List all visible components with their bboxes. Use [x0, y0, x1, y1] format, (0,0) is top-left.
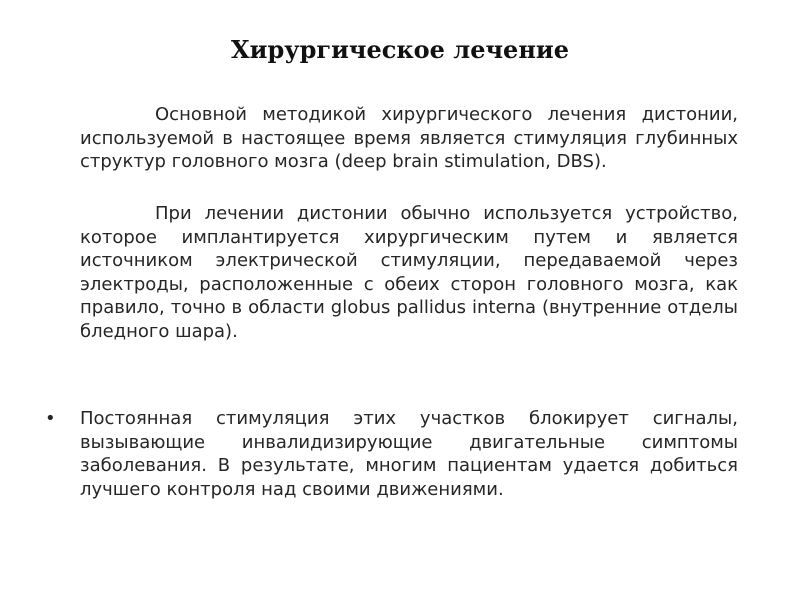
body-paragraph-dbs-method: Основной методикой хирургического лечения дистонии, используемой в настоящее время является стимуляция глубинных структур головного мозга (deep brain stimulation, DBS). — [80, 104, 738, 172]
bullet-marker: • — [45, 408, 56, 429]
body-paragraph-device: При лечении дистонии обычно используется устройство, которое имплантируется хирургическим путем и является источником электрической стимуляции, передаваемой через электроды, расположенные с обеих сторон головного мозга, как правило, точно в области globus pallidus interna (внутренние отделы бледного шара). — [80, 203, 738, 342]
bullet-paragraph-stimulation: Постоянная стимуляция этих участков блокирует сигналы, вызывающие инвалидизирующие двигательные симптомы заболевания. В результате, многим пациентам удается добиться лучшего контроля над своими движениями. — [80, 408, 738, 500]
slide-title: Хирургическое лечение — [231, 35, 569, 64]
